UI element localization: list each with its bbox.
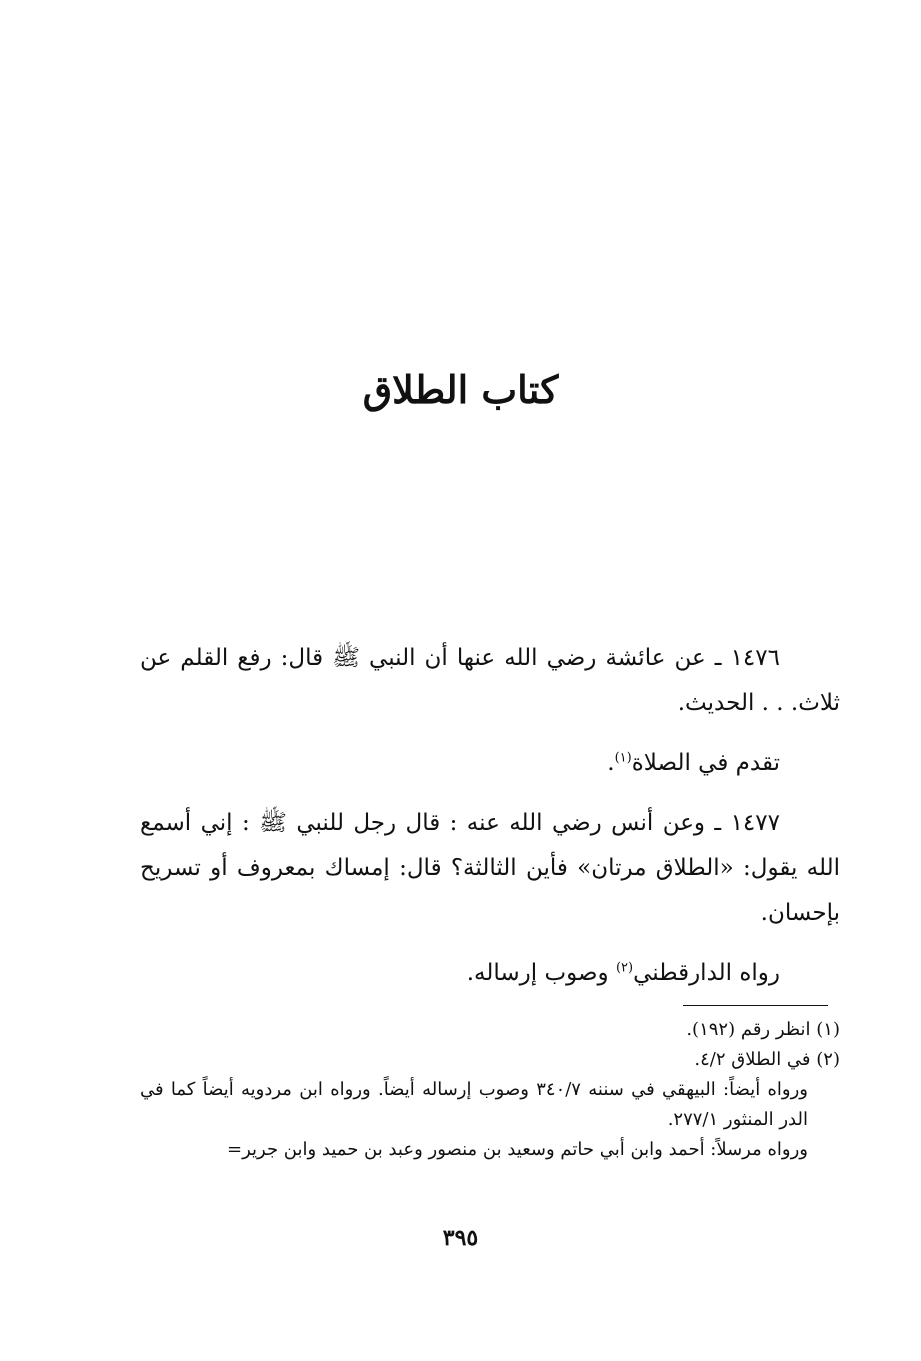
main-text xyxy=(140,636,840,1011)
note-text: تقدم في الصلاة xyxy=(631,750,780,776)
hadith-1476: ١٤٧٦ ـ عن عائشة رضي الله عنها أن النبي ﷺ قال: رفع القلم عن ثلاث. . . الحديث. xyxy=(140,645,840,716)
hadith-1476-note xyxy=(140,741,840,786)
chapter-title: كتاب الطلاق xyxy=(362,367,559,412)
hadith-1477-narration xyxy=(140,951,840,996)
hadith-1477: ١٤٧٧ ـ وعن أنس رضي الله عنه : قال رجل للنبي ﷺ : إني أسمع الله يقول: «الطلاق مرتان» فأين الثالثة؟ قال: إمساك بمعروف أو تسريح بإحسان. xyxy=(140,810,840,926)
footnote-ref-1: (١) xyxy=(614,750,632,766)
footnote-2-continuation-2: ورواه مرسلاً: أحمد وابن أبي حاتم وسعيد بن منصور وعبد بن حميد وابن جرير= xyxy=(226,1139,808,1160)
page-number: ٣٩٥ xyxy=(442,1225,479,1251)
narration-end: وصوب إرساله. xyxy=(466,960,616,986)
narration-start: رواه الدارقطني xyxy=(633,960,780,986)
footnote-separator xyxy=(683,1005,828,1006)
note-end: . xyxy=(607,750,615,776)
footnote-ref-2: (٢) xyxy=(615,960,634,976)
footnote-1: (١) انظر رقم (١٩٢). xyxy=(686,1019,840,1040)
footnotes xyxy=(140,1015,840,1165)
footnote-2: (٢) في الطلاق ٤/٢. xyxy=(694,1049,840,1070)
footnote-2-continuation-1: ورواه أيضاً: البيهقي في سننه ٣٤٠/٧ وصوب إرساله أيضاً. ورواه ابن مردويه أيضاً كما في الدر المنثور ٢٧٧/١. xyxy=(140,1079,808,1130)
